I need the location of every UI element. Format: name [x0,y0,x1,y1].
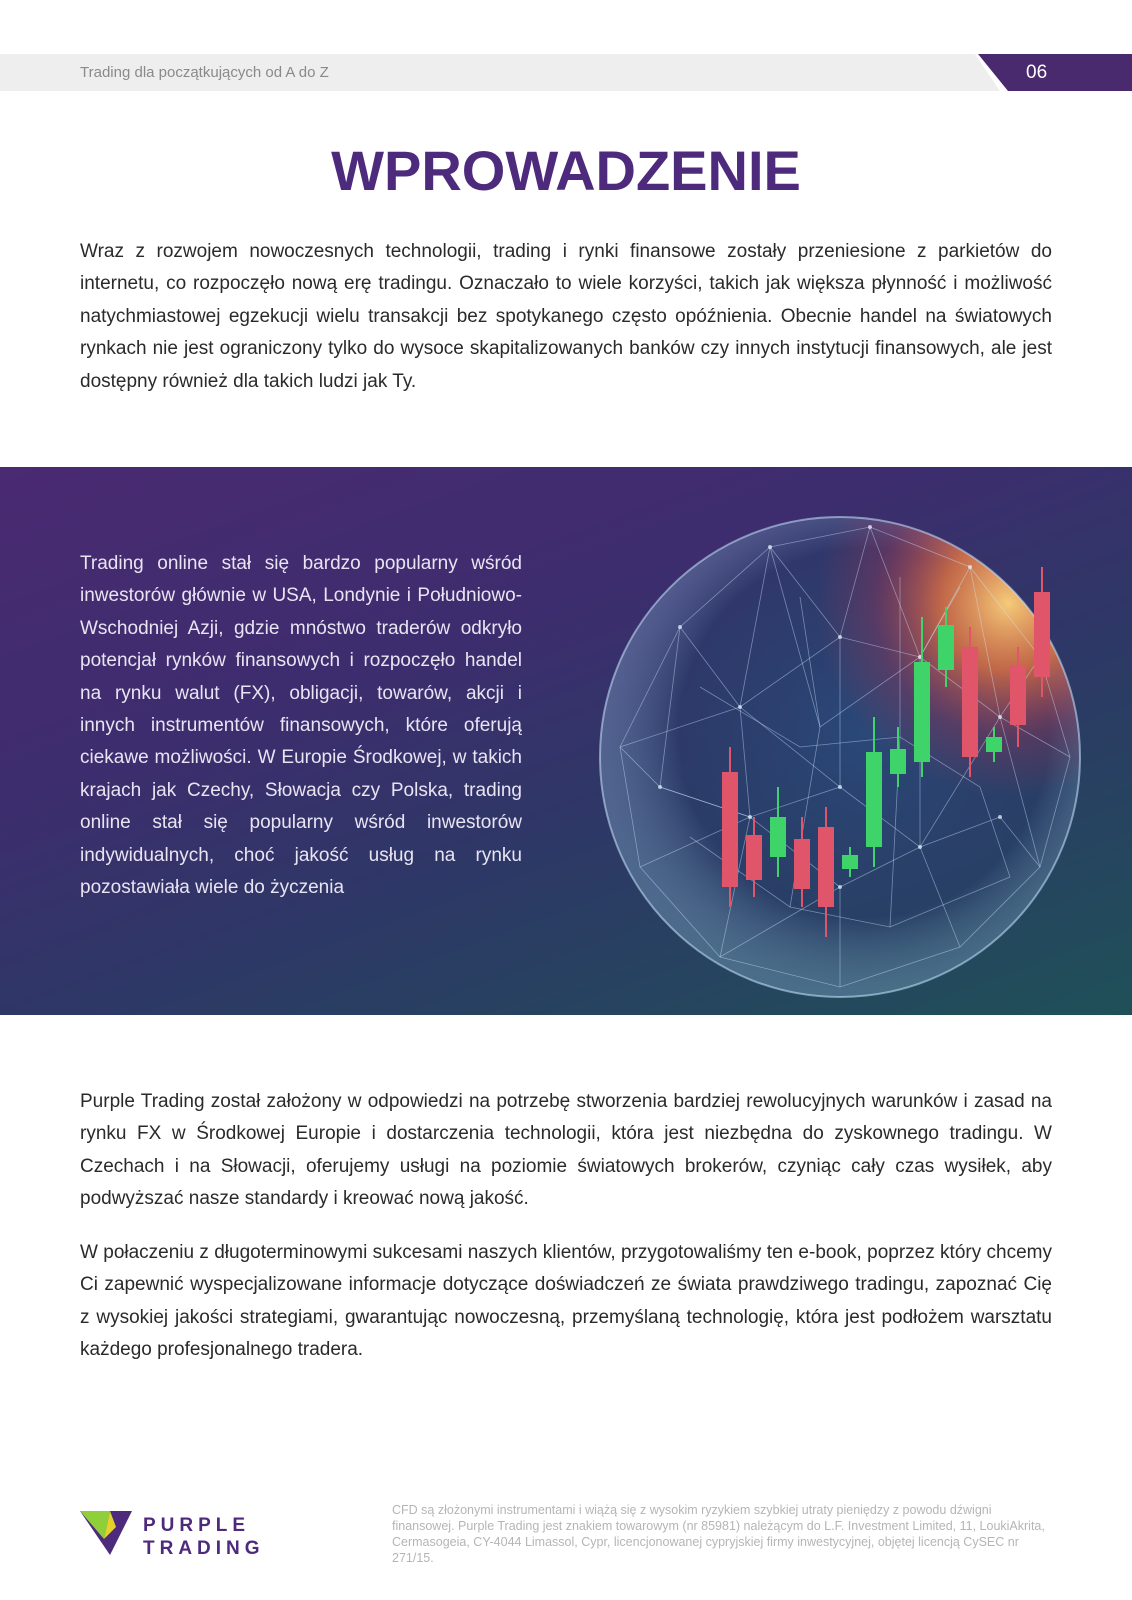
green-candle [938,625,954,670]
green-candle [770,817,786,857]
logo-line-2: TRADING [143,1538,265,1559]
logo-wordmark [143,1514,265,1560]
green-candle [842,855,858,869]
green-candle [986,737,1002,752]
feature-banner [0,467,1132,1015]
red-candle [962,647,978,757]
red-candle [746,835,762,880]
body-paragraph-1: Purple Trading został założony w odpowiedzi na potrzebę stworzenia bardziej rewolucyjnych warunków i zasad na rynku FX w Środkowej Europie i dostarczenia technologii, która jest niezbędna do zyskownego tradingu. W Czechach i na Słowacji, oferujemy usługi na poziomie światowych brokerów, czyniąc cały czas wysiłek, aby podwyższać nasze standardy i kreować nową jakość. [80,1091,1052,1210]
document-title: Trading dla początkujących od A do Z [80,64,329,81]
legal-disclaimer: CFD są złożonymi instrumentami i wiążą się z wysokim ryzykiem szybkiej utraty pieniędzy z powodu dźwigni finansowej. Purple Trading jest znakiem towarowym (nr 85981) należącym do L.F. Investment Limited, 11, LoukiAkrita, Cermasogeia, CY-4044 Limassol, Cypr, licencjonowanej cypryjskiej firmy inwestycyjnej, objętej licencją CySEC nr 271/15. [392,1503,1045,1565]
red-candle [818,827,834,907]
page-number: 06 [1026,62,1048,83]
green-candle [890,749,906,774]
purple-trading-logo-icon [80,1511,132,1555]
body-paragraph-2: W połaczeniu z długoterminowymi sukcesami naszych klientów, przygotowaliśmy ten e-book, poprzez który chcemy Ci zapewnić wyspecjalizowane informacje dotyczące doświadczeń ze świata prawdziwego tradingu, zapoznać Cię z wysokiej jakości strategiami, gwarantując nowoczesną, przemyślaną technologię, która jest podłożem warsztatu każdego profesjonalnego tradera. [80,1242,1052,1361]
red-candle [1010,665,1026,725]
logo-line-1: PURPLE [143,1515,251,1536]
red-candle [1034,592,1050,677]
red-candle [794,839,810,889]
intro-paragraph: Wraz z rozwojem nowoczesnych technologii, trading i rynki finansowe zostały przeniesione z parkietów do internetu, co rozpoczęło nową erę tradingu. Oznaczało to wiele korzyści, takich jak większa płynność i możliwość natychmiastowej egzekucji wielu transakcji bez spotykanego często opóźnienia. Obecnie handel na światowych rynkach nie jest ograniczony tylko do wysoce skapitalizowanych banków czy innych instytucji finansowych, ale jest dostępny również dla takich ludzi jak Ty. [80,241,1052,392]
page-number-badge [978,54,1132,91]
green-candle [866,752,882,847]
green-candle [914,662,930,762]
network-globe-illustration [540,487,1100,1007]
page-title: WPROWADZENIE [331,139,801,202]
banner-paragraph: Trading online stał się bardzo popularny wśród inwestorów głównie w USA, Londynie i Południowo-Wschodniej Azji, gdzie mnóstwo traderów odkryło potencjał rynków finansowych i rozpoczęło handel na rynku walut (FX), obligacji, towarów, akcji i innych instrumentów finansowych, które oferują ciekawe możliwości. W Europie Środkowej, w takich krajach jak Czechy, Słowacja czy Polska, trading online stał się popularny wśród inwestorów indywidualnych, choć jakość usług na rynku pozostawiała wiele do życzenia [80,553,522,899]
red-candle [722,772,738,887]
